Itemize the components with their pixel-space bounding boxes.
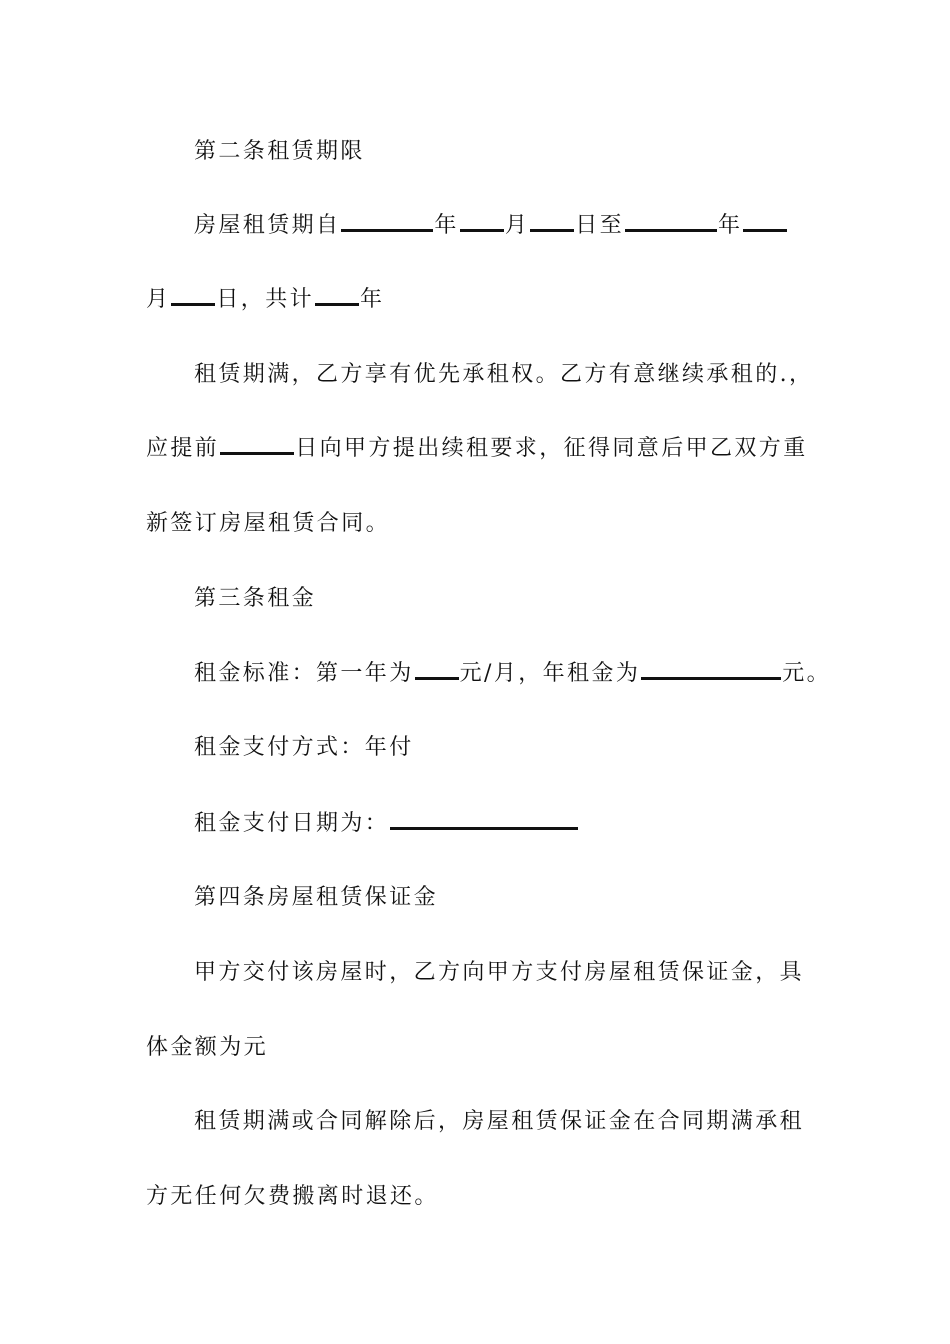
renewal-paragraph-line-3: 新签订房屋租赁合同。 — [146, 511, 391, 536]
blank-start-year — [341, 213, 433, 232]
renewal-paragraph-line-2 — [146, 434, 826, 464]
rent-standard-line — [194, 659, 874, 689]
text-segment: 年 — [434, 213, 459, 238]
text-segment: 年 — [718, 213, 743, 238]
lease-term-line-2 — [146, 285, 826, 315]
blank-end-year — [625, 213, 717, 232]
text-segment: 应提前 — [146, 436, 220, 461]
lease-term-line-1 — [194, 211, 874, 241]
article-3-heading: 第三条租金 — [194, 586, 317, 611]
text-segment: 月 — [146, 287, 171, 312]
blank-start-month — [460, 213, 504, 232]
refund-paragraph-line-2: 方无任何欠费搬离时退还。 — [146, 1184, 439, 1209]
text-segment: 日，共计 — [216, 287, 315, 312]
payment-date-line — [194, 809, 874, 839]
article-2-heading: 第二条租赁期限 — [194, 139, 365, 164]
deposit-paragraph-line-2: 体金额为元 — [146, 1035, 269, 1060]
text-segment: 租金标准：第一年为 — [194, 661, 414, 686]
text-segment: 月 — [504, 213, 530, 238]
blank-end-month — [743, 213, 787, 232]
blank-annual-rent — [641, 661, 781, 680]
text-segment: 日至 — [575, 213, 625, 238]
blank-total-years — [315, 287, 359, 306]
blank-end-day — [171, 287, 215, 306]
refund-paragraph-line-1: 租赁期满或合同解除后，房屋租赁保证金在合同期满承租 — [194, 1109, 805, 1134]
deposit-paragraph-line-1: 甲方交付该房屋时，乙方向甲方支付房屋租赁保证金，具 — [194, 960, 805, 985]
blank-notice-days — [220, 436, 294, 455]
text-segment: 元。 — [782, 661, 832, 686]
blank-monthly-rent — [415, 661, 459, 680]
article-4-heading: 第四条房屋租赁保证金 — [194, 885, 439, 910]
text-segment: 年 — [360, 287, 385, 312]
text-segment: 元/月，年租金为 — [459, 661, 641, 686]
blank-start-day — [530, 213, 574, 232]
text-segment: 租金支付日期为： — [194, 811, 390, 836]
text-segment: 日向甲方提出续租要求，征得同意后甲乙双方重 — [295, 436, 808, 461]
blank-payment-date — [390, 811, 578, 830]
payment-method-line: 租金支付方式：年付 — [194, 735, 414, 760]
text-segment: 房屋租赁期自 — [194, 213, 341, 238]
renewal-paragraph-line-1: 租赁期满，乙方享有优先承租权。乙方有意继续承租的.， — [194, 362, 814, 387]
